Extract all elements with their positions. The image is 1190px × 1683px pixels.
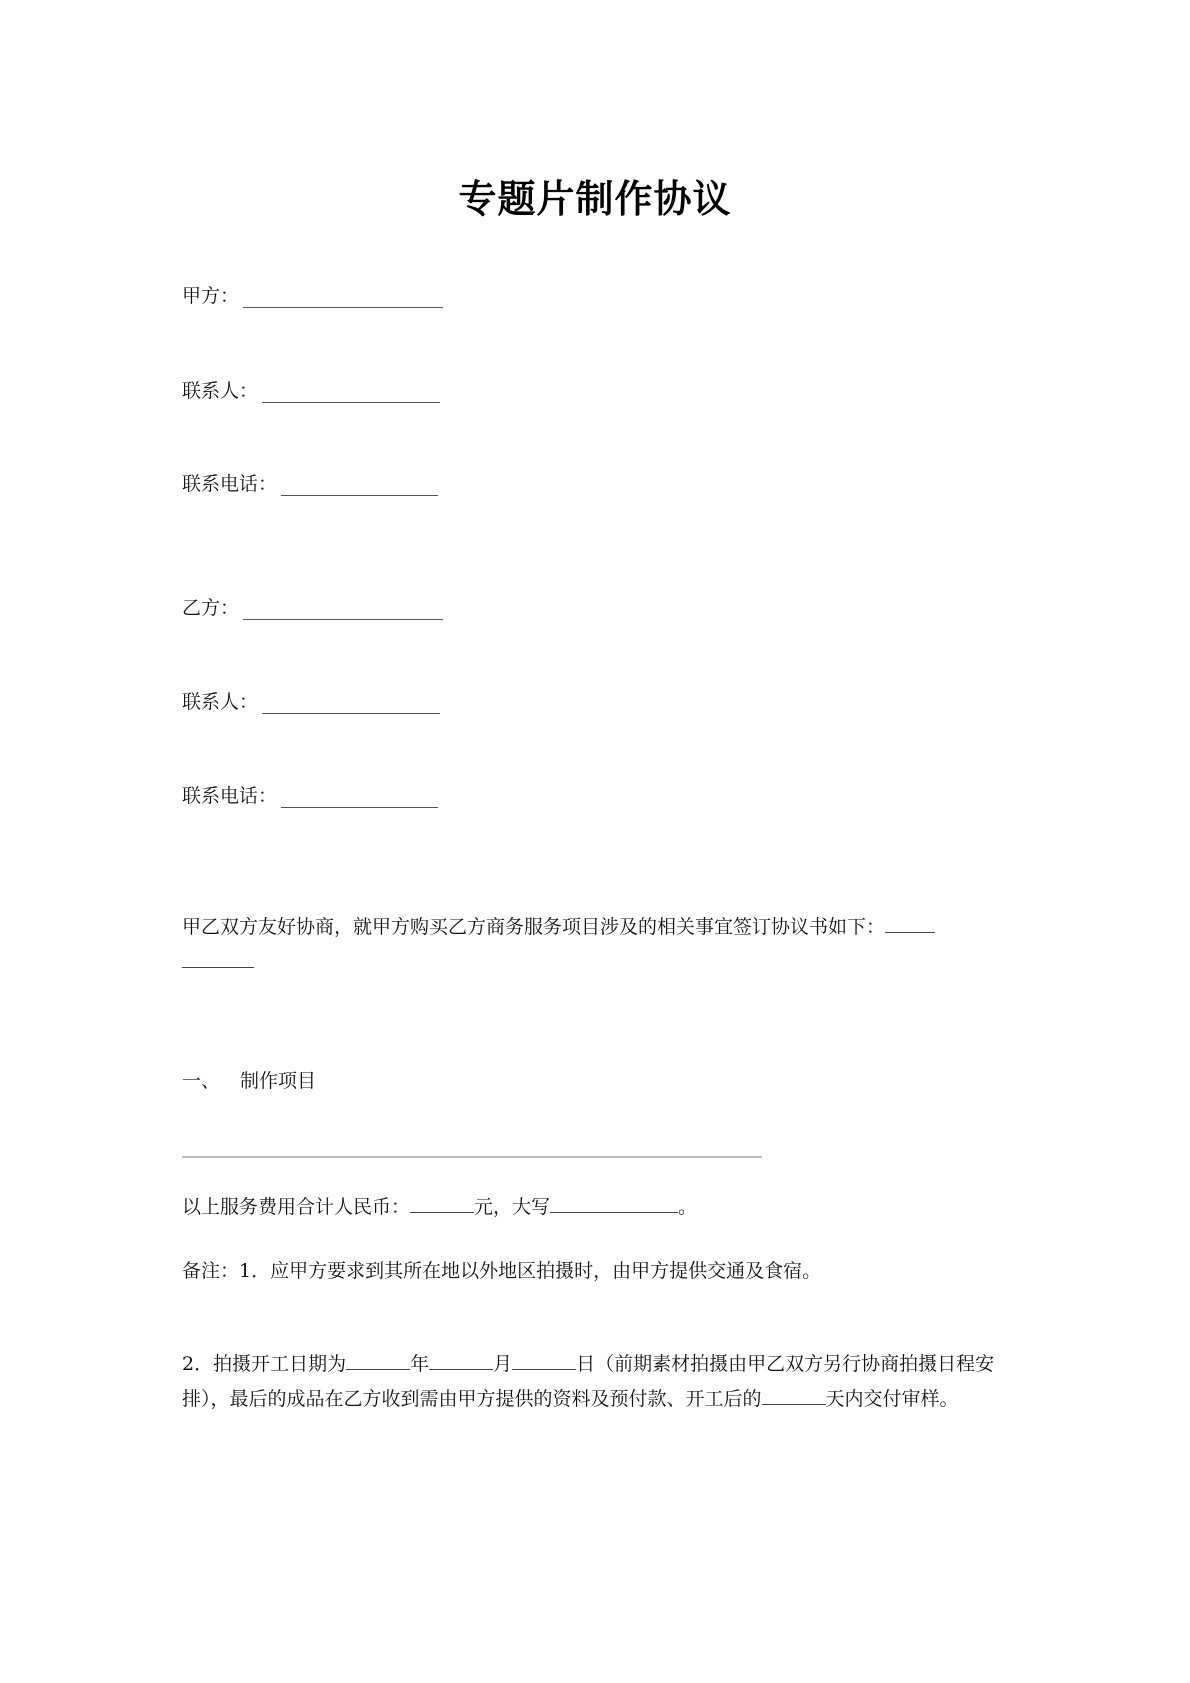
party-a-field [182,284,443,308]
fee-uppercase-blank[interactable] [550,1193,678,1213]
party-b-blank[interactable] [243,599,443,620]
party-a-contact-blank[interactable] [262,382,440,403]
note-1: 备注：1．应甲方要求到其所在地以外地区拍摄时，由甲方提供交通及食宿。 [182,1260,822,1282]
section-1-number: 一、 [182,1070,221,1092]
party-a-contact-field [182,379,440,403]
fee-unit: 元，大写 [474,1196,551,1218]
party-a-phone-label: 联系电话： [182,473,278,495]
note-2-day-clause: 日（前期素材拍摄由甲乙双方另行协商拍摄日程安排），最后的成品在乙方收到需由甲方提供的资料及预付款、开工后的 [182,1353,995,1410]
party-b-phone-label: 联系电话： [182,785,278,807]
start-day-blank[interactable] [512,1350,576,1370]
party-b-contact-blank[interactable] [262,693,440,714]
party-a-blank[interactable] [243,287,443,308]
fee-amount-blank[interactable] [410,1193,474,1213]
delivery-days-blank[interactable] [762,1385,826,1405]
party-a-phone-blank[interactable] [281,475,438,496]
intro-text: 甲乙双方友好协商，就甲方购买乙方商务服务项目涉及的相关事宜签订协议书如下： [182,916,886,938]
start-month-blank[interactable] [429,1350,493,1370]
note-2-year: 年 [410,1353,430,1375]
party-b-field [182,596,443,620]
party-b-phone-field [182,784,438,808]
section-1-heading [182,1064,1018,1099]
fee-suffix: 。 [678,1196,698,1218]
intro-blank-1[interactable] [885,913,935,933]
party-b-label: 乙方： [182,597,240,619]
party-a-phone-field [182,472,438,496]
fee-prefix: 以上服务费用合计人民币： [182,1196,411,1218]
note-2-prefix: 2．拍摄开工日期为 [182,1353,347,1375]
party-b-phone-blank[interactable] [281,787,438,808]
intro-blank-2[interactable] [182,948,254,968]
fee-line [182,1190,1018,1225]
intro-paragraph [182,910,1018,980]
party-b-contact-field [182,690,440,714]
note-2-suffix: 天内交付审样。 [825,1388,959,1410]
start-year-blank[interactable] [346,1350,410,1370]
section-1-title: 制作项目 [240,1070,317,1092]
party-a-label: 甲方： [182,285,240,307]
document-title: 专题片制作协议 [458,177,732,221]
party-b-contact-label: 联系人： [182,691,259,713]
note-2 [182,1347,1018,1417]
production-items-blank-line[interactable] [182,1156,762,1158]
party-a-contact-label: 联系人： [182,380,259,402]
note-2-month: 月 [493,1353,513,1375]
